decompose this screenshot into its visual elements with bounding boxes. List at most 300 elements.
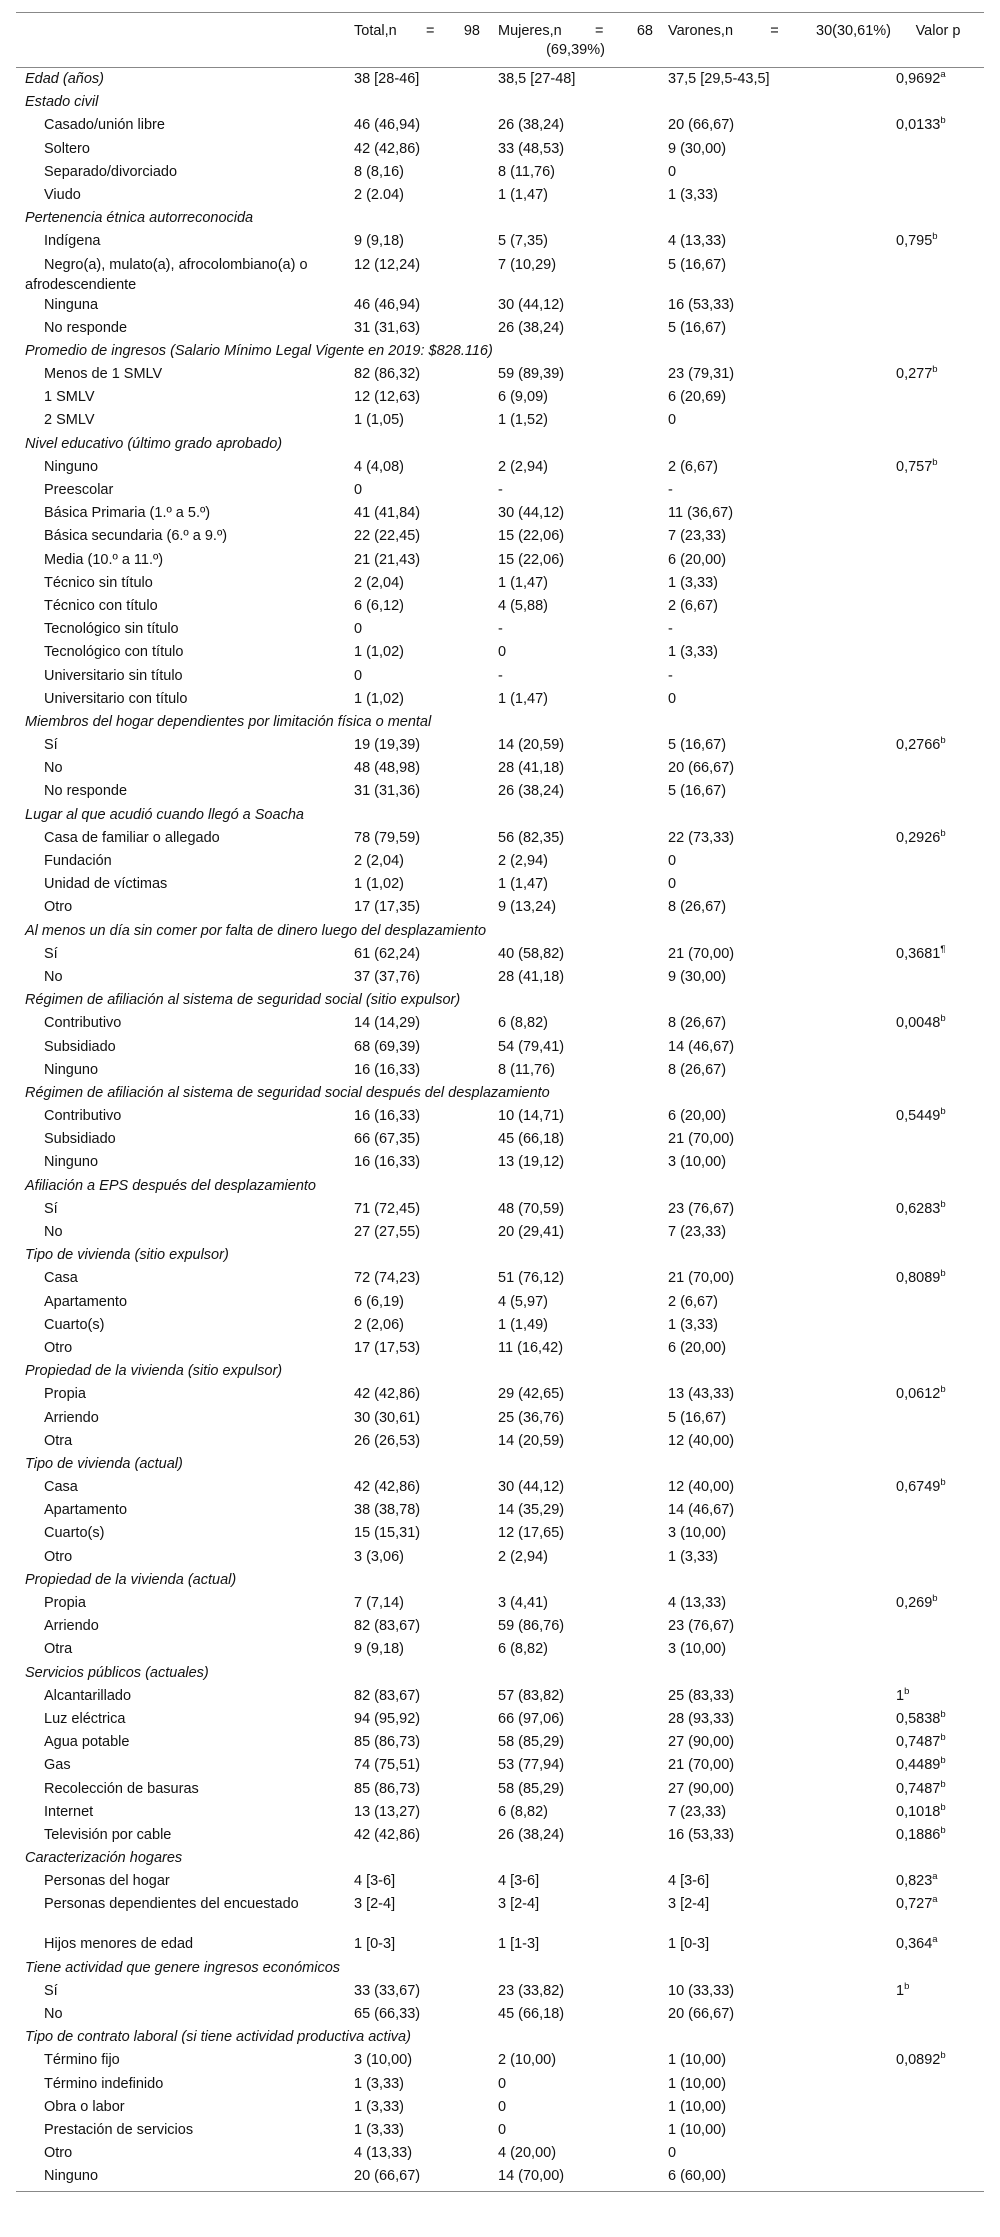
p-value: 0,7487 <box>896 1780 941 1797</box>
cell-total: 6 (6,12) <box>354 597 404 614</box>
p-value: 0,9692 <box>896 71 941 87</box>
table-row <box>16 1198 984 1221</box>
p-value: 0,1018 <box>896 1803 941 1820</box>
cell-mujeres: 54 (79,41) <box>498 1038 565 1055</box>
table-row <box>16 525 984 548</box>
cell-mujeres: - <box>498 667 503 684</box>
cell-mujeres: 10 (14,71) <box>498 1108 565 1125</box>
section-label: Servicios públicos (actuales) <box>25 1664 209 1681</box>
section-label: Propiedad de la vivienda (sitio expulsor) <box>25 1363 283 1380</box>
cell-p-value <box>896 1267 946 1290</box>
table-row <box>16 1267 984 1290</box>
cell-varones: 1 (3,33) <box>668 1548 718 1565</box>
cell-p-value <box>896 456 938 479</box>
cell-total: 27 (27,55) <box>354 1224 421 1240</box>
cell-mujeres: 3 [2-4] <box>498 1896 540 1913</box>
cell-p-value <box>896 943 945 966</box>
cell-total: 82 (83,67) <box>354 1618 421 1635</box>
cell-total: 16 (16,33) <box>354 1108 421 1125</box>
test-footnote-mark: b <box>940 1778 946 1790</box>
cell-mujeres: 15 (22,06) <box>498 551 565 568</box>
cell-total: 3 (3,06) <box>354 1548 404 1565</box>
cell-mujeres: 26 (38,24) <box>498 783 565 800</box>
cell-mujeres: 0 <box>498 2075 507 2092</box>
section-label: Lugar al que acudió cuando llegó a Soacha <box>25 806 304 823</box>
row-label: No <box>44 968 63 985</box>
cell-mujeres: 11 (16,42) <box>498 1339 564 1356</box>
cell-total: 42 (42,86) <box>354 140 421 157</box>
cell-mujeres: 30 (44,12) <box>498 296 565 313</box>
row-label: Término indefinido <box>44 2075 164 2092</box>
test-footnote-mark: a <box>940 69 946 81</box>
row-label: Luz eléctrica <box>44 1710 126 1727</box>
test-footnote-mark: a <box>932 1934 938 1946</box>
table-row <box>16 2142 984 2165</box>
section-row <box>16 433 984 456</box>
cell-total: 65 (66,33) <box>354 2006 421 2022</box>
cell-p-value <box>896 1708 946 1731</box>
table-row <box>16 409 984 432</box>
cell-p-value <box>896 1198 946 1221</box>
p-value: 0,795 <box>896 233 933 250</box>
table-row <box>16 1754 984 1777</box>
cell-total: 17 (17,53) <box>354 1339 421 1356</box>
cell-mujeres: 30 (44,12) <box>498 505 565 522</box>
cell-varones: 3 (10,00) <box>668 1154 727 1171</box>
cell-total: 48 (48,98) <box>354 760 421 777</box>
table-row <box>16 1615 984 1638</box>
cell-mujeres: 14 (70,00) <box>498 2168 565 2185</box>
header-p-value: Valor p <box>915 23 961 39</box>
section-row <box>16 1569 984 1592</box>
row-label: Técnico sin título <box>44 574 153 591</box>
cell-p-value <box>896 1894 938 1914</box>
cell-mujeres: 56 (82,35) <box>498 829 565 846</box>
cell-varones: 28 (93,33) <box>668 1710 735 1727</box>
test-footnote-mark: b <box>932 456 938 468</box>
table-row <box>16 294 984 317</box>
cell-total: 1 [0-3] <box>354 1936 396 1953</box>
row-label: Apartamento <box>44 1293 128 1310</box>
cell-p-value <box>896 1731 946 1754</box>
table-row <box>16 734 984 757</box>
cell-mujeres: - <box>498 482 503 498</box>
test-footnote-mark: b <box>940 1106 946 1118</box>
row-label: Ninguno <box>44 2168 99 2185</box>
cell-total: 42 (42,86) <box>354 1826 421 1843</box>
section-label: Miembros del hogar dependientes por limitación física o mental <box>25 713 432 730</box>
test-footnote-mark: b <box>932 364 938 376</box>
section-row <box>16 920 984 943</box>
cell-p-value <box>896 363 938 386</box>
table-row <box>16 363 984 386</box>
row-label: Contributivo <box>44 1108 122 1125</box>
section-label: Tipo de vivienda (sitio expulsor) <box>25 1247 229 1264</box>
cell-total: 9 (9,18) <box>354 233 404 250</box>
table-row <box>16 1059 984 1082</box>
cell-total: 61 (62,24) <box>354 945 421 962</box>
cell-total: 2 (2,04) <box>354 853 404 869</box>
table-header <box>16 12 984 68</box>
table-row <box>16 1128 984 1151</box>
cell-mujeres: 28 (41,18) <box>498 760 565 777</box>
p-value: 0,8089 <box>896 1270 941 1287</box>
section-label: Régimen de afiliación al sistema de seguridad social después del desplazamiento <box>25 1084 550 1101</box>
row-label: Arriendo <box>44 1409 99 1426</box>
cell-varones: 2 (6,67) <box>668 597 718 614</box>
table-row <box>16 1546 984 1569</box>
cell-varones: 0 <box>668 690 677 707</box>
header-mujeres-line2: (69,39%) <box>546 42 605 58</box>
row-label: No responde <box>44 319 128 336</box>
cell-varones: 13 (43,33) <box>668 1386 735 1403</box>
table-row <box>16 1407 984 1430</box>
p-value: 0,2926 <box>896 829 941 846</box>
row-label: 2 SMLV <box>44 412 95 429</box>
cell-total: 66 (67,35) <box>354 1131 421 1148</box>
cell-p-value <box>896 1980 909 2003</box>
cell-mujeres: 26 (38,24) <box>498 117 565 134</box>
row-label: Propia <box>44 1386 86 1403</box>
cell-mujeres: 59 (86,76) <box>498 1618 565 1635</box>
section-label: Afiliación a EPS después del desplazamiento <box>25 1177 316 1194</box>
test-footnote-mark: b <box>940 1477 946 1489</box>
cell-total: 3 [2-4] <box>354 1896 396 1913</box>
table-row <box>16 456 984 479</box>
cell-varones: 27 (90,00) <box>668 1734 735 1751</box>
cell-mujeres: 13 (19,12) <box>498 1154 565 1171</box>
cell-mujeres: 0 <box>498 2121 507 2138</box>
row-label: Básica Primaria (1.º a 5.º) <box>44 505 211 522</box>
cell-varones: 14 (46,67) <box>668 1038 735 1055</box>
table-row <box>16 1638 984 1661</box>
table-row <box>16 896 984 919</box>
table-row <box>16 502 984 525</box>
cell-total: 9 (9,18) <box>354 1641 404 1658</box>
cell-total: 42 (42,86) <box>354 1386 421 1403</box>
section-row <box>16 340 984 363</box>
p-value: 0,0048 <box>896 1015 941 1032</box>
cell-total: 41 (41,84) <box>354 505 421 522</box>
table-row <box>16 317 984 340</box>
table-row <box>16 138 984 161</box>
section-label: Estado civil <box>25 94 99 111</box>
cell-total: 6 (6,19) <box>354 1293 404 1310</box>
row-label: 1 SMLV <box>44 389 95 406</box>
row-label: Sí <box>44 945 58 962</box>
cell-total: 71 (72,45) <box>354 1200 421 1217</box>
cell-mujeres: 6 (8,82) <box>498 1803 548 1820</box>
data-table <box>16 12 984 2192</box>
row-label: Separado/divorciado <box>44 163 178 180</box>
table-row <box>16 641 984 664</box>
table-row <box>16 827 984 850</box>
cell-varones: 12 (40,00) <box>668 1479 735 1496</box>
cell-mujeres: 48 (70,59) <box>498 1200 565 1217</box>
row-label: No <box>44 760 63 777</box>
cell-varones: 1 (10,00) <box>668 2052 727 2069</box>
cell-mujeres: 66 (97,06) <box>498 1710 565 1727</box>
header-total: Total,n = 98 <box>354 23 480 39</box>
row-label: Técnico con título <box>44 597 158 614</box>
cell-varones: 37,5 [29,5-43,5] <box>668 71 770 87</box>
table-row <box>16 2119 984 2142</box>
row-label: Tecnológico con título <box>44 644 184 661</box>
table-row <box>16 1151 984 1174</box>
cell-total: 12 (12,24) <box>354 256 421 273</box>
cell-total: 2 (2,04) <box>354 574 404 591</box>
row-label: Ninguno <box>44 1154 99 1171</box>
cell-p-value <box>896 1476 946 1499</box>
cell-mujeres: 12 (17,65) <box>498 1525 565 1542</box>
table-row <box>16 850 984 873</box>
cell-varones: 5 (16,67) <box>668 783 727 800</box>
cell-total: 78 (79,59) <box>354 829 421 846</box>
row-label: Hijos menores de edad <box>44 1936 194 1953</box>
cell-varones: 27 (90,00) <box>668 1780 735 1797</box>
cell-varones: 6 (20,00) <box>668 1108 727 1125</box>
cell-total: 4 [3-6] <box>354 1873 396 1890</box>
section-row <box>16 207 984 230</box>
cell-mujeres: 45 (66,18) <box>498 2006 565 2022</box>
table-row <box>16 1870 984 1893</box>
test-footnote-mark: a <box>932 1894 938 1906</box>
cell-mujeres: 1 (1,47) <box>498 690 548 707</box>
cell-total: 14 (14,29) <box>354 1015 421 1032</box>
header-mujeres-line1: Mujeres,n = 68 <box>498 23 653 39</box>
cell-mujeres: 1 (1,49) <box>498 1316 548 1333</box>
table-row <box>16 1383 984 1406</box>
cell-varones: 23 (79,31) <box>668 366 735 383</box>
cell-total: 31 (31,63) <box>354 319 421 336</box>
cell-varones: 4 [3-6] <box>668 1873 710 1890</box>
cell-mujeres: 1 (1,52) <box>498 412 548 429</box>
cell-varones: 21 (70,00) <box>668 945 735 962</box>
cell-varones: 1 (3,33) <box>668 574 718 591</box>
row-label: Apartamento <box>44 1502 128 1519</box>
cell-varones: 0 <box>668 412 677 429</box>
cell-varones: 8 (26,67) <box>668 1061 727 1078</box>
table-row <box>16 966 984 989</box>
cell-varones: 0 <box>668 163 677 180</box>
table-row <box>16 2003 984 2026</box>
cell-varones: 23 (76,67) <box>668 1618 735 1635</box>
cell-mujeres: 26 (38,24) <box>498 1826 565 1843</box>
cell-total: 1 (3,33) <box>354 2075 404 2092</box>
cell-total: 12 (12,63) <box>354 389 421 406</box>
cell-mujeres: 14 (35,29) <box>498 1502 565 1519</box>
table-row <box>16 254 984 294</box>
cell-total: 30 (30,61) <box>354 1409 421 1426</box>
row-label: Otro <box>44 1548 73 1565</box>
cell-total: 4 (4,08) <box>354 458 404 475</box>
cell-total: 0 <box>354 667 363 684</box>
row-label: Personas dependientes del encuestado <box>44 1896 299 1913</box>
p-value: 0,1886 <box>896 1826 941 1843</box>
table-row <box>16 1801 984 1824</box>
table-row <box>16 665 984 688</box>
cell-mujeres: 38,5 [27-48] <box>498 71 576 87</box>
table-row <box>16 1012 984 1035</box>
section-row <box>16 1082 984 1105</box>
cell-mujeres: 2 (2,94) <box>498 1548 548 1565</box>
cell-total: 16 (16,33) <box>354 1154 421 1171</box>
row-label: Negro(a), mulato(a), afrocolombiano(a) o afrodescendiente <box>25 256 308 293</box>
test-footnote-mark: ¶ <box>940 943 946 955</box>
cell-total: 8 (8,16) <box>354 163 404 180</box>
p-value: 0,6749 <box>896 1479 941 1496</box>
cell-varones: 16 (53,33) <box>668 296 735 313</box>
row-label: Cuarto(s) <box>44 1525 105 1542</box>
cell-varones: 0 <box>668 853 677 869</box>
cell-mujeres: 7 (10,29) <box>498 256 557 273</box>
section-label: Promedio de ingresos (Salario Mínimo Legal Vigente en 2019: $828.116) <box>25 342 493 359</box>
cell-varones: - <box>668 667 673 684</box>
table-row <box>16 2096 984 2119</box>
table-row <box>16 479 984 502</box>
header-varones: Varones,n = 30(30,61%) <box>668 23 891 39</box>
cell-mujeres: 2 (2,94) <box>498 458 548 475</box>
cell-mujeres: 4 [3-6] <box>498 1873 540 1890</box>
cell-varones: 3 [2-4] <box>668 1896 710 1913</box>
cell-total: 21 (21,43) <box>354 551 421 568</box>
cell-mujeres: 51 (76,12) <box>498 1270 565 1287</box>
cell-total: 0 <box>354 482 363 498</box>
row-label: Viudo <box>44 186 81 203</box>
test-footnote-mark: b <box>940 1755 946 1767</box>
section-row <box>16 1453 984 1476</box>
p-value: 1 <box>896 1982 905 1999</box>
p-value: 0,3681 <box>896 945 941 962</box>
cell-varones: 11 (36,67) <box>668 505 734 522</box>
cell-p-value <box>896 1933 938 1956</box>
row-label: Sí <box>44 1982 58 1999</box>
row-label: Subsidiado <box>44 1038 116 1055</box>
row-label: Unidad de víctimas <box>44 876 168 893</box>
row-label: Otro <box>44 1339 73 1356</box>
row-label: Personas del hogar <box>44 1873 170 1890</box>
cell-p-value <box>896 1012 946 1035</box>
cell-varones: 0 <box>668 2145 677 2162</box>
table-row <box>16 873 984 896</box>
cell-mujeres: 59 (89,39) <box>498 366 565 383</box>
row-label: Indígena <box>44 233 101 250</box>
cell-mujeres: 40 (58,82) <box>498 945 565 962</box>
p-value: 0,5838 <box>896 1710 941 1727</box>
cell-varones: 0 <box>668 876 677 893</box>
cell-varones: - <box>668 482 673 498</box>
header-mujeres <box>498 22 653 60</box>
row-label: No responde <box>44 783 128 800</box>
cell-mujeres: 14 (20,59) <box>498 737 565 754</box>
table-row <box>16 688 984 711</box>
cell-varones: 20 (66,67) <box>668 2006 735 2022</box>
cell-total: 94 (95,92) <box>354 1710 421 1727</box>
cell-total: 4 (13,33) <box>354 2145 413 2162</box>
row-label: Recolección de basuras <box>44 1780 199 1797</box>
cell-varones: 6 (20,69) <box>668 389 727 406</box>
p-value: 0,6283 <box>896 1200 941 1217</box>
test-footnote-mark: b <box>940 1013 946 1025</box>
cell-total: 1 (3,33) <box>354 2098 404 2115</box>
section-row <box>16 989 984 1012</box>
row-label: Menos de 1 SMLV <box>44 366 163 383</box>
row-label: Casa <box>44 1479 78 1496</box>
cell-total: 85 (86,73) <box>354 1780 421 1797</box>
row-label: Arriendo <box>44 1618 99 1635</box>
table-row <box>16 595 984 618</box>
test-footnote-mark: a <box>932 1871 938 1883</box>
cell-total: 22 (22,45) <box>354 528 421 545</box>
cell-mujeres: 25 (36,76) <box>498 1409 565 1426</box>
cell-mujeres: 26 (38,24) <box>498 319 565 336</box>
table-row <box>16 1221 984 1244</box>
test-footnote-mark: b <box>940 1198 946 1210</box>
section-label: Tipo de vivienda (actual) <box>25 1455 183 1472</box>
cell-p-value <box>896 1105 946 1128</box>
cell-mujeres: 15 (22,06) <box>498 528 565 545</box>
cell-mujeres: 1 [1-3] <box>498 1936 540 1953</box>
cell-varones: 1 (10,00) <box>668 2098 727 2115</box>
section-row <box>16 1175 984 1198</box>
table-row <box>16 184 984 207</box>
row-label: Universitario sin título <box>44 667 183 684</box>
row-label: Término fijo <box>44 2052 120 2069</box>
cell-total: 17 (17,35) <box>354 899 421 916</box>
cell-total: 38 [28-46] <box>354 71 420 87</box>
table-row <box>16 1824 984 1847</box>
cell-p-value <box>896 1870 938 1893</box>
cell-varones: 20 (66,67) <box>668 760 735 777</box>
cell-mujeres: 2 (2,94) <box>498 853 548 869</box>
cell-varones: 10 (33,33) <box>668 1982 735 1999</box>
table-row <box>16 1522 984 1545</box>
cell-p-value <box>896 1778 946 1801</box>
cell-varones: 8 (26,67) <box>668 1015 727 1032</box>
cell-p-value <box>896 1592 938 1615</box>
cell-total: 33 (33,67) <box>354 1982 421 1999</box>
cell-mujeres: 2 (10,00) <box>498 2052 557 2069</box>
table-row <box>16 757 984 780</box>
row-label: Tecnológico sin título <box>44 621 179 638</box>
cell-mujeres: 9 (13,24) <box>498 899 557 916</box>
table-row <box>16 1685 984 1708</box>
cell-mujeres: 8 (11,76) <box>498 163 555 180</box>
section-row <box>16 711 984 734</box>
row-label: Ninguna <box>44 296 99 313</box>
table-row <box>16 943 984 966</box>
table-row <box>16 1430 984 1453</box>
row-label: Agua potable <box>44 1734 130 1751</box>
cell-mujeres: 8 (11,76) <box>498 1061 555 1078</box>
cell-varones: 2 (6,67) <box>668 1293 718 1310</box>
row-label: Casado/unión libre <box>44 117 165 134</box>
cell-varones: 1 (10,00) <box>668 2121 727 2138</box>
section-label: Edad (años) <box>25 71 104 87</box>
cell-total: 68 (69,39) <box>354 1038 421 1055</box>
cell-varones: 6 (60,00) <box>668 2168 727 2185</box>
cell-p-value <box>896 1801 946 1824</box>
row-label: No <box>44 1224 63 1240</box>
cell-varones: 4 (13,33) <box>668 233 727 250</box>
cell-p-value <box>896 1383 946 1406</box>
cell-varones: 6 (20,00) <box>668 551 727 568</box>
cell-mujeres: 3 (4,41) <box>498 1595 548 1611</box>
cell-total: 1 (1,02) <box>354 876 404 893</box>
cell-mujeres: - <box>498 621 503 638</box>
table-row <box>16 114 984 137</box>
cell-varones: 8 (26,67) <box>668 899 727 916</box>
